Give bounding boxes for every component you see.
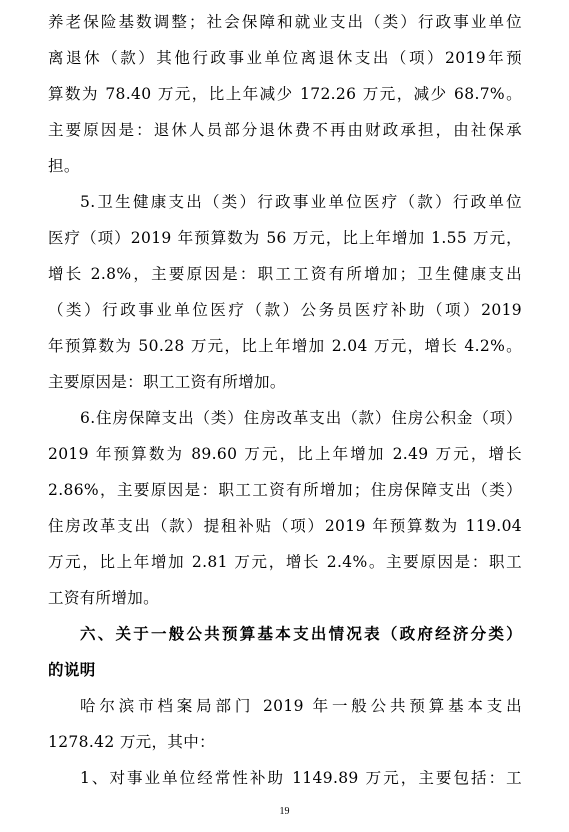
text-line: 养老保险基数调整；社会保障和就业支出（类）行政事业单位 [48, 13, 522, 31]
page-number: 19 [279, 806, 290, 817]
section-heading: 的说明 [48, 660, 96, 679]
text-line: 担。 [48, 157, 80, 175]
text-line: 增长 2.8%，主要原因是：职工工资有所增加；卫生健康支出 [48, 265, 522, 283]
text-line: 2.86%，主要原因是：职工工资有所增加；住房保障支出（类） [48, 481, 522, 499]
text-line: 医疗（项）2019 年预算数为 56 万元，比上年增加 1.55 万元， [48, 229, 522, 247]
text-line: 主要原因是：退休人员部分退休费不再由财政承担，由社保承 [48, 121, 522, 139]
text-line: 离退休（款）其他行政事业单位离退休支出（项）2019年预 [48, 49, 522, 67]
text-line: 算数为 78.40 万元，比上年减少 172.26 万元，减少 68.7%。 [48, 85, 522, 103]
section-heading: 六、关于一般公共预算基本支出情况表（政府经济分类） [80, 624, 522, 643]
text-line: 1、对事业单位经常性补助 1149.89 万元，主要包括：工 [80, 769, 522, 787]
text-line: 6.住房保障支出（类）住房改革支出（款）住房公积金（项） [80, 409, 522, 427]
text-line: 住房改革支出（款）提租补贴（项）2019 年预算数为 119.04 [48, 517, 522, 535]
text-line: （类）行政事业单位医疗（款）公务员医疗补助（项）2019 [48, 301, 522, 319]
text-line: 5.卫生健康支出（类）行政事业单位医疗（款）行政单位 [80, 193, 522, 211]
text-line: 哈尔滨市档案局部门 2019 年一般公共预算基本支出 [80, 697, 522, 715]
text-line: 2019 年预算数为 89.60 万元，比上年增加 2.49 万元，增长 [48, 445, 522, 463]
text-line: 万元，比上年增加 2.81 万元，增长 2.4%。主要原因是：职工 [48, 553, 522, 571]
text-line: 年预算数为 50.28 万元，比上年增加 2.04 万元，增长 4.2%。 [48, 337, 522, 355]
text-line: 工资有所增加。 [48, 589, 159, 607]
text-line: 主要原因是：职工工资有所增加。 [48, 373, 286, 391]
text-line: 1278.42 万元，其中： [48, 733, 215, 751]
